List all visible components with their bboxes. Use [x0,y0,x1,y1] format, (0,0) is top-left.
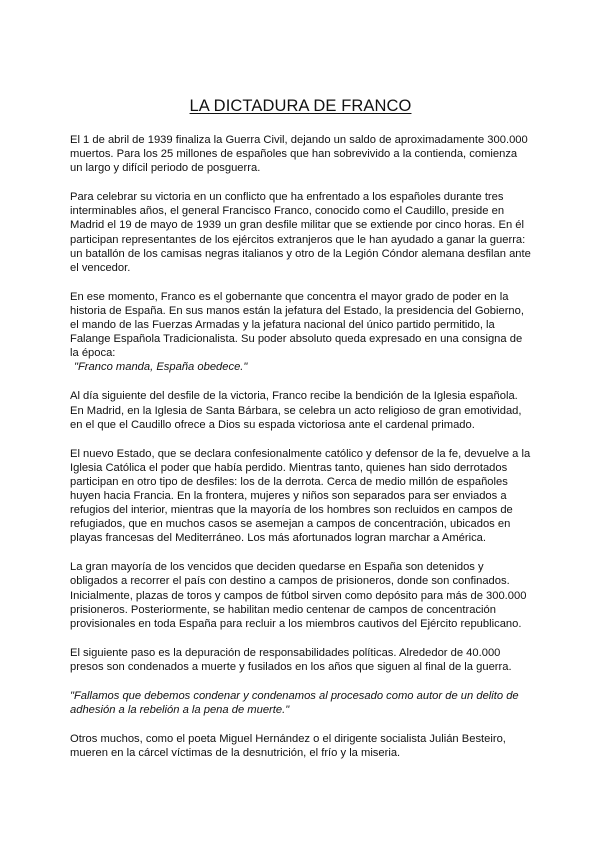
paragraph-victory-parade: Para celebrar su victoria en un conflicto que ha enfrentado a los españoles durante tres interminables años, el general Francisco Franco, conocido como el Caudillo, preside en Madrid el 19 de mayo de 1939 un gran desfile militar que se extiende por cinco horas. En él participan representantes de los ejércitos extranjeros que le han ayudado a ganar la guerra: un batallón de los camisas negras italianos y otro de la Legión Cóndor alemana desfilan ante el vencedor. [70,191,531,274]
paragraph-prisoners: La gran mayoría de los vencidos que deciden quedarse en España son detenidos y obligados a recorrer el país con destino a campos de prisioneros, donde son confinados. Inicialmente, plazas de toros y campos de fútbol sirven como depósito para más de 300.000 prisioneros. Posteriormente, se habilitan medio centenar de campos de concentración provisionales en toda España para recluir a los miembros cautivos del Ejército republicano. [70,561,527,630]
paragraph-prison-deaths: Otros muchos, como el poeta Miguel Hernández o el dirigente socialista Julián Besteiro, mueren en la cárcel víctimas de la desnutrición, el frío y la miseria. [70,733,506,760]
paragraph-new-state: El nuevo Estado, que se declara confesionalmente católico y defensor de la fe, devuelve a la Iglesia Católica el poder que había perdido. Mientras tanto, quienes han sido derrotados participan en otro tipo de desfiles: los de la derrota. Cerca de medio millón de españoles huyen hacia Francia. En la frontera, mujeres y niños son separados para ser enviados a refugios del interior, mientras que la mayoría de los hombres son recluidos en campos de refugiados, que en muchos casos se asemejan a campos de concentración, ubicados en playas francesas del Mediterráneo. Los más afortunados logran marchar a América. [70,447,531,545]
paragraph-franco-power [70,290,531,375]
document-page [70,97,531,775]
slogan-quote: "Franco manda, España obedece." [74,361,248,374]
paragraph-church-blessing: Al día siguiente del desfile de la victoria, Franco recibe la bendición de la Iglesia española. En Madrid, en la Iglesia de Santa Bárbara, se celebra un acto religioso de gran emotividad, en el que el Caudillo ofrece a Dios su espada victoriosa ante el cardenal primado. [70,390,522,431]
paragraph-purge: El siguiente paso es la depuración de responsabilidades políticas. Alrededor de 40.000 presos son condenados a muerte y fusilados en los años que siguen al final de la guerra. [70,646,512,673]
sentence-quote: "Fallamos que debemos condenar y condenamos al procesado como autor de un delito de adhesión a la rebelión a la pena de muerte." [70,690,519,717]
paragraph-franco-power-text: En ese momento, Franco es el gobernante que concentra el mayor grado de poder en la historia de España. En sus manos están la jefatura del Estado, la presidencia del Gobierno, el mando de las Fuerzas Armadas y la jefatura nacional del único partido permitido, la Falange Española Tradicionalista. Su poder absoluto queda expresado en una consigna de la época: [70,290,524,360]
paragraph-end-of-war: El 1 de abril de 1939 finaliza la Guerra Civil, dejando un saldo de aproximadamente 300.000 muertos. Para los 25 millones de españoles que han sobrevivido a la contienda, comienza un largo y difícil periodo de posguerra. [70,134,528,175]
page-title: LA DICTADURA DE FRANCO [189,97,412,115]
